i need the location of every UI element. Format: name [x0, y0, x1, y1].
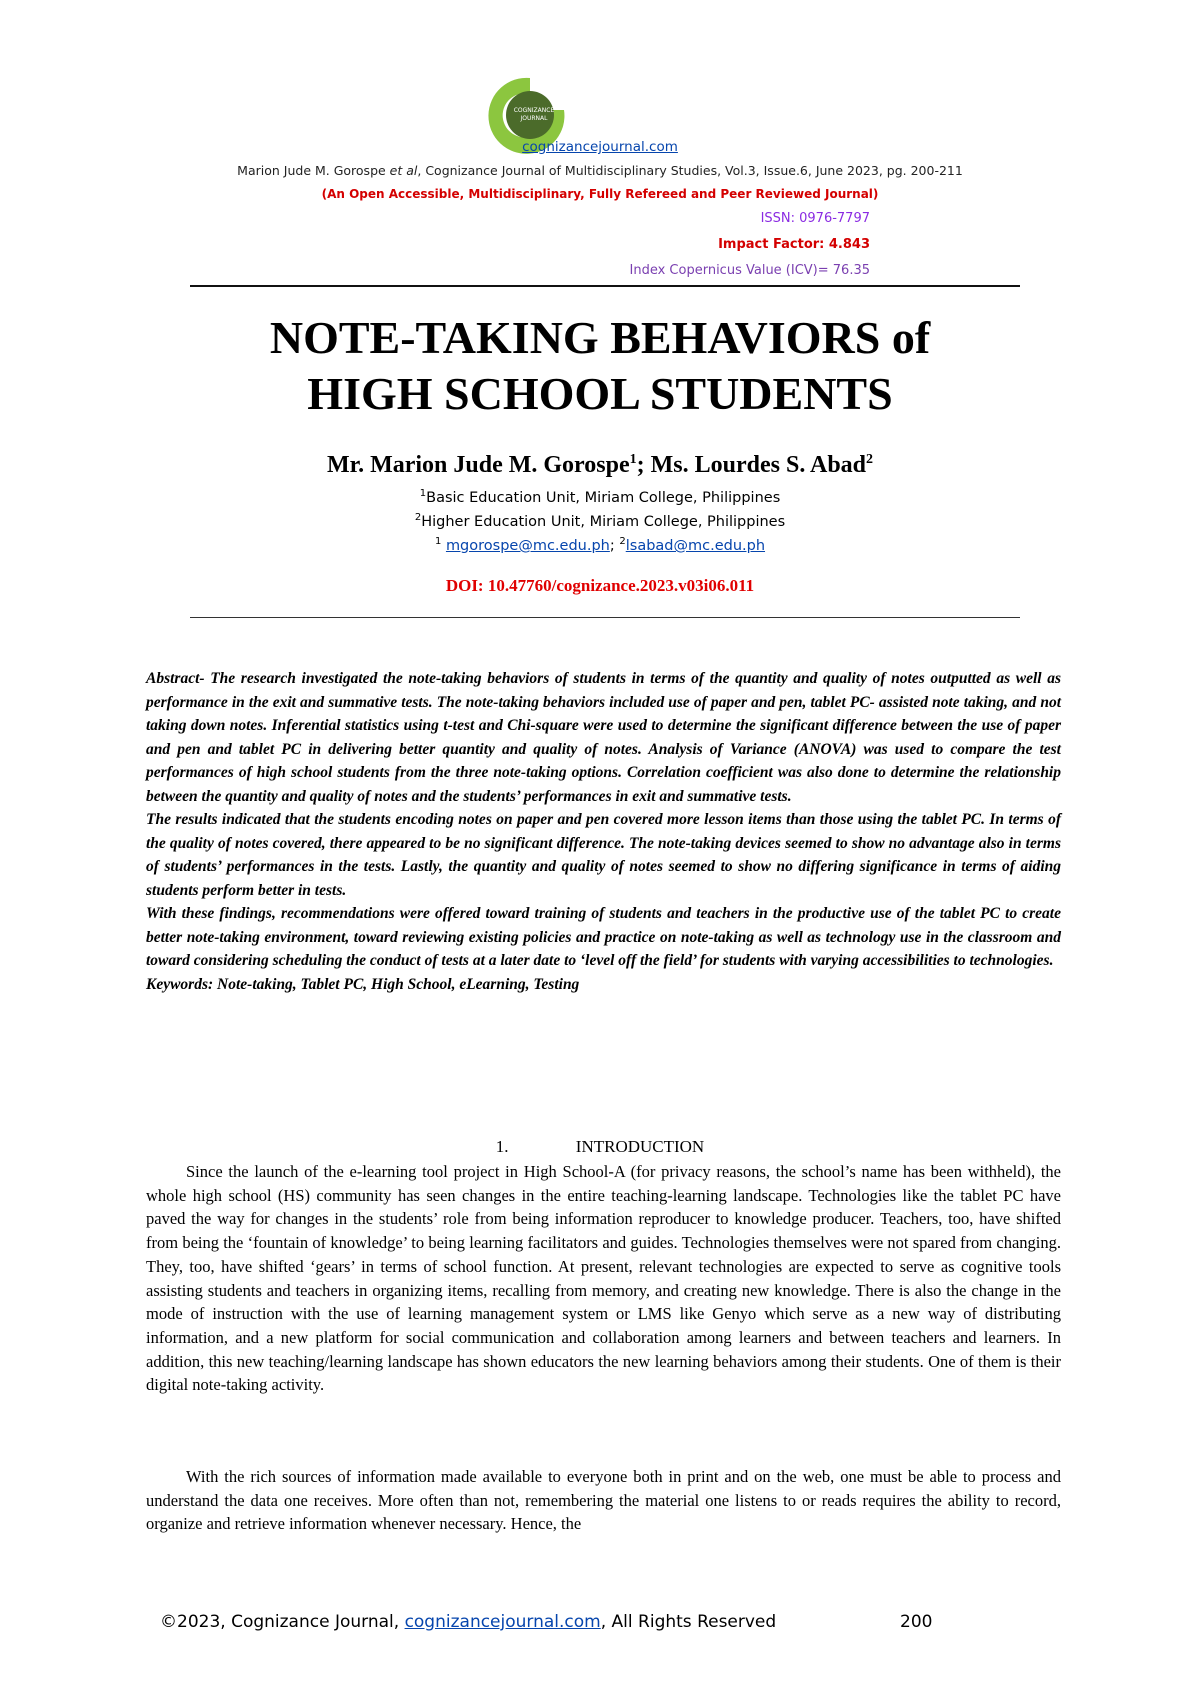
affiliation-1-text: Basic Education Unit, Miriam College, Philippines: [426, 489, 781, 506]
abstract-paragraph-3: With these findings, recommendations were offered toward training of students and teachers in the productive use of the tablet PC to create better note-taking environment, toward reviewing existing policies and practice on note-taking as well as technology use in the classroom and toward considering scheduling the conduct of tests at a later date to ‘level off the field’ for students with varying accessibilities to technologies.: [146, 905, 1061, 969]
title-divider: [190, 617, 1020, 618]
email-line: [0, 536, 1200, 554]
keywords: Keywords: Note-taking, Tablet PC, High School, eLearning, Testing: [146, 975, 580, 993]
footer-link[interactable]: cognizancejournal.com: [404, 1612, 601, 1632]
email-2-sup: 2: [619, 536, 626, 547]
title-line-1: NOTE-TAKING BEHAVIORS of: [269, 312, 931, 363]
impact-factor: Impact Factor: 4.843: [718, 237, 870, 252]
logo-text-1: COGNIZANCE: [513, 107, 555, 114]
abstract-paragraph-2: The results indicated that the students encoding notes on paper and pen covered more lesson items than those using the tablet PC. In terms of the quality of notes covered, there appeared to be no significant difference. The note-taking devices seemed to show no advantage also in terms of students’ performances in the tests. Lastly, the quantity and quality of notes seemed to show no differing significance in terms of aiding students perform better in tests.: [146, 811, 1061, 899]
citation-prefix: Marion Jude M. Gorospe: [237, 163, 390, 178]
affiliation-1: [0, 488, 1200, 506]
affiliation-2-sup: 2: [414, 512, 422, 523]
author-1-sup: 1: [629, 452, 637, 467]
author-separator: ;: [636, 452, 651, 478]
email-1-link[interactable]: mgorospe@mc.edu.ph: [445, 537, 610, 554]
doi: DOI: 10.47760/cognizance.2023.v03i06.011: [445, 576, 755, 595]
section-heading-introduction: [0, 1137, 1200, 1157]
email-separator: ;: [609, 537, 620, 554]
email-2-link[interactable]: lsabad@mc.edu.ph: [625, 537, 766, 554]
paper-title: [0, 310, 1200, 422]
icv-value: Index Copernicus Value (ICV)= 76.35: [629, 263, 870, 278]
title-line-2: HIGH SCHOOL STUDENTS: [307, 368, 893, 419]
footer-copyright: [160, 1612, 776, 1632]
author-line: [0, 452, 1200, 479]
author-2-sup: 2: [866, 452, 874, 467]
header-divider: [190, 285, 1020, 287]
author-1: Mr. Marion Jude M. Gorospe: [326, 452, 630, 478]
author-2: Ms. Lourdes S. Abad: [650, 452, 867, 478]
logo-text-2: JOURNAL: [520, 115, 548, 122]
intro-paragraph-1: [146, 1160, 1061, 1397]
page-number: 200: [900, 1612, 933, 1632]
footer-suffix: , All Rights Reserved: [600, 1612, 777, 1632]
section-number: 1.: [495, 1137, 509, 1156]
abstract: [146, 667, 1061, 996]
footer-prefix: ©2023, Cognizance Journal,: [160, 1612, 405, 1632]
intro-paragraph-1-text: Since the launch of the e-learning tool project in High School-A (for privacy reasons, the school’s name has been withheld), the whole high school (HS) community has seen changes in the entire teaching-learning landscape. Technologies like the tablet PC have paved the way for changes in the students’ role from being information reproducer to knowledge producer. Teachers, too, have shifted from being the ‘fountain of knowledge’ to being learning facilitators and guides. Technologies themselves were not spared from changing. They, too, have shifted ‘gears’ in terms of school function. At present, relevant technologies are expected to serve as cognitive tools assisting students and teachers in organizing items, recalling from memory, and creating new knowledge. There is also the change in the mode of instruction with the use of learning management system or LMS like Genyo which serve as a new way of distributing information, and a new platform for social communication and collaboration among learners and between teachers and learners. In addition, this new teaching/learning landscape has shown educators the new learning behaviors among their students. One of them is their digital note-taking activity.: [146, 1162, 1061, 1395]
citation-etal: et al: [389, 163, 418, 178]
intro-paragraph-2: [146, 1465, 1061, 1536]
affiliation-1-sup: 1: [419, 488, 427, 499]
citation-rest: , Cognizance Journal of Multidisciplinary Studies, Vol.3, Issue.6, June 2023, pg. 200-211: [417, 163, 963, 178]
intro-paragraph-2-text: With the rich sources of information made available to everyone both in print and on the web, one must be able to process and understand the data one receives. More often than not, remembering the material one listens to or reads requires the ability to record, organize and retrieve information whenever necessary. Hence, the: [146, 1467, 1061, 1534]
citation-line: [0, 163, 1200, 178]
journal-site-link[interactable]: cognizancejournal.com: [522, 139, 678, 155]
issn: ISSN: 0976-7797: [760, 211, 870, 226]
abstract-paragraph-1: Abstract- The research investigated the note-taking behaviors of students in terms of the quantity and quality of notes outputted as well as performance in the exit and summative tests. The note-taking behaviors included use of paper and pen, tablet PC- assisted note taking, and not taking down notes. Inferential statistics using t-test and Chi-square were used to determine the significant difference between the use of paper and pen and tablet PC in delivering better quantity and quality of notes. Analysis of Variance (ANOVA) was used to compare the test performances of high school students from the three note-taking options. Correlation coefficient was also done to determine the relationship between the quantity and quality of notes and the students’ performances in exit and summative tests.: [146, 670, 1061, 805]
section-title: INTRODUCTION: [575, 1137, 705, 1156]
open-access-note: (An Open Accessible, Multidisciplinary, Fully Refereed and Peer Reviewed Journal): [321, 187, 879, 201]
email-1-sup: 1: [434, 536, 442, 547]
affiliation-2: [0, 512, 1200, 530]
affiliation-2-text: Higher Education Unit, Miriam College, Philippines: [421, 513, 786, 530]
